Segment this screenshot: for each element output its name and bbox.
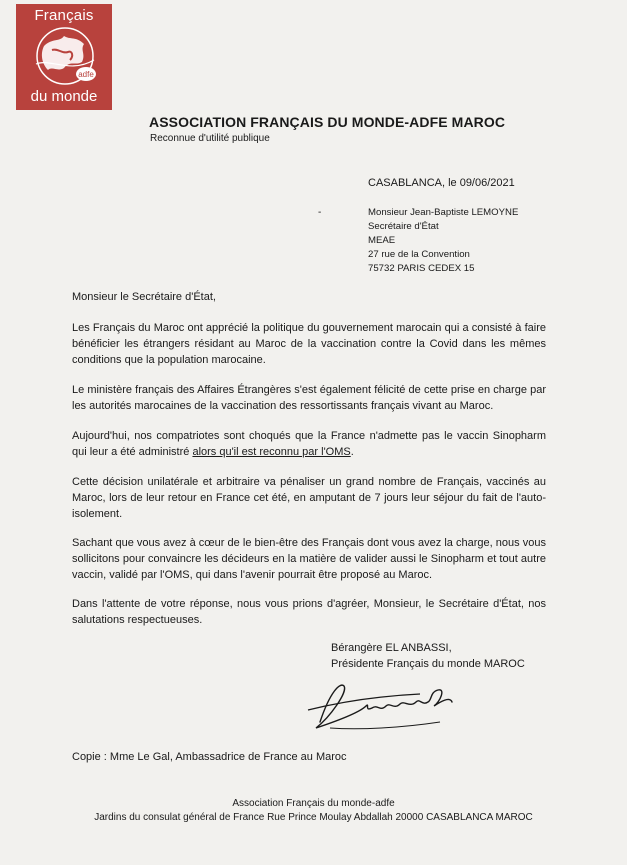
footer-organization: Association Français du monde-adfe [232, 798, 395, 809]
copy-recipient: Copie : Mme Le Gal, Ambassadrice de France au Maroc [72, 751, 347, 763]
logo-line1: Français [34, 7, 94, 24]
recipient-dept: MEAE [368, 235, 396, 246]
organization-subtitle: Reconnue d'utilité publique [150, 133, 270, 144]
handwritten-signature [300, 672, 470, 734]
organization-name: ASSOCIATION FRANÇAIS DU MONDE-ADFE MAROC [149, 114, 506, 130]
paragraph-1: Les Français du Maroc ont apprécié la politique du gouvernement marocain qui a consisté à faire bénéficier les étrangers résidant au Maroc de la vaccination contre la Covid dans les mêmes conditions que la population marocaine. [72, 322, 546, 366]
globe-icon [30, 24, 100, 88]
recipient-title: Secrétaire d'État [368, 221, 439, 232]
paragraph-3-underlined: alors qu'il est reconnu par l'OMS [192, 446, 351, 458]
signer-block [331, 640, 525, 672]
recipient-city: 75732 PARIS CEDEX 15 [368, 263, 475, 274]
address-marker: - [318, 207, 322, 218]
logo-badge: adfe [78, 70, 94, 79]
paragraph-5: Sachant que vous avez à cœur de le bien-être des Français dont vous avez la charge, nous vous sollicitons pour convaincre les décideurs en la matière de valider aussi le Sinopharm et tout autre vaccin, validé par l'OMS, qui dans l'avenir pourrait être proposé au Maroc. [72, 537, 546, 581]
recipient-street: 27 rue de la Convention [368, 249, 470, 260]
salutation: Monsieur le Secrétaire d'État, [72, 291, 216, 303]
signer-name: Bérangère EL ANBASSI, [331, 642, 452, 654]
logo-line2: du monde [30, 88, 98, 105]
footer-address: Jardins du consulat général de France Rue Prince Moulay Abdallah 20000 CASABLANCA MAROC [94, 812, 533, 823]
paragraph-3-start: Aujourd'hui, nos compatriotes sont choqués que la France n'admette pas le vaccin Sinopharm qui leur a été administré [72, 430, 546, 458]
association-logo [16, 4, 112, 110]
paragraph-4: Cette décision unilatérale et arbitraire va pénaliser un grand nombre de Français, vaccinés au Maroc, lors de leur retour en France cet été, en amputant de 7 jours leur séjour du fait de l'auto-isolement. [72, 476, 546, 520]
signer-role: Présidente Français du monde MAROC [331, 658, 525, 670]
paragraph-2: Le ministère français des Affaires Étrangères s'est également félicité de cette prise en charge par les autorités marocaines de la vaccination des ressortissants français vivant au Maroc. [72, 384, 546, 412]
recipient-name: Monsieur Jean-Baptiste LEMOYNE [368, 207, 519, 218]
paragraph-3-end: . [350, 446, 354, 458]
recipient-address [368, 206, 518, 276]
paragraph-6: Dans l'attente de votre réponse, nous vous prions d'agréer, Monsieur, le Secrétaire d'État, nos salutations respectueuses. [72, 598, 546, 626]
letter-date: CASABLANCA, le 09/06/2021 [368, 177, 515, 189]
paragraph-3 [72, 428, 546, 460]
